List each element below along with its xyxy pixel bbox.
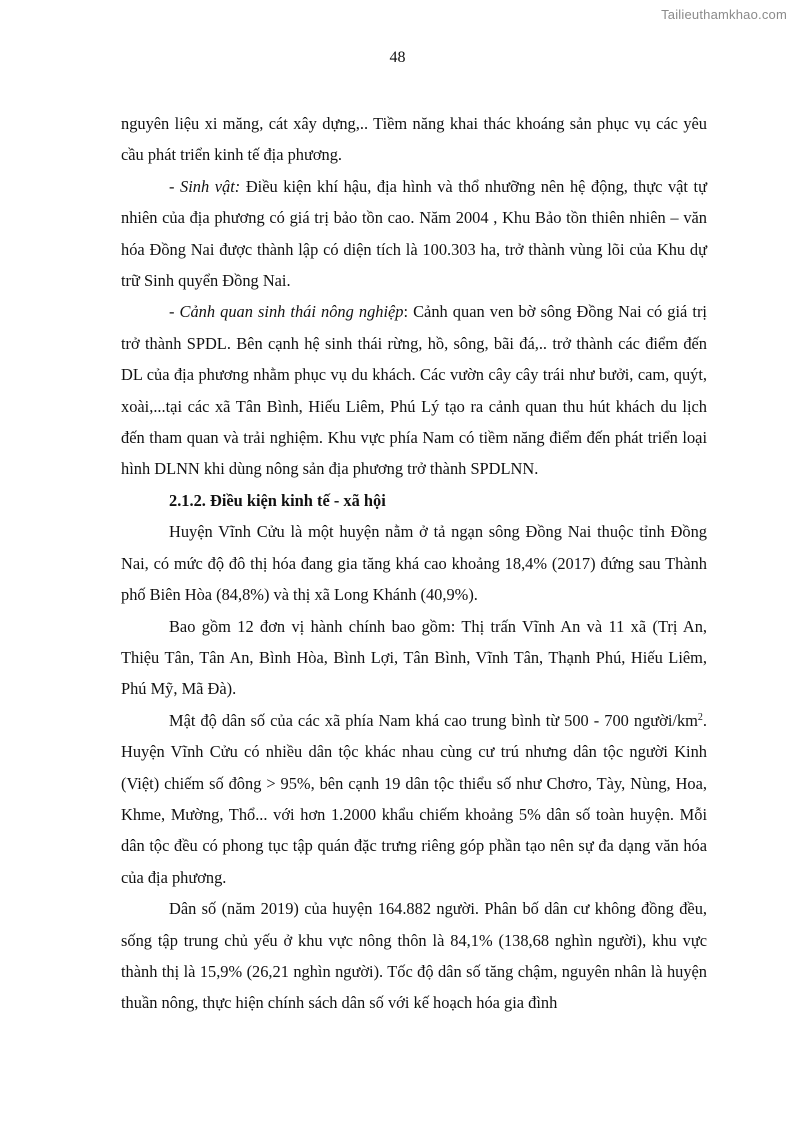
watermark: Tailieuthamkhao.com bbox=[661, 7, 787, 22]
paragraph-text: Điều kiện khí hậu, địa hình và thổ nhưỡng nên hệ động, thực vật tự nhiên của địa phương có giá trị bảo tồn cao. Năm 2004 , Khu Bảo tồn thiên nhiên – văn hóa Đồng Nai được thành lập có diện tích là 100.303 ha, trở thành vùng lõi của Khu dự trữ Sinh quyển Đồng Nai. bbox=[121, 176, 707, 291]
paragraph-population bbox=[121, 893, 707, 1019]
paragraph-text: Bao gồm 12 đơn vị hành chính bao gồm: Thị trấn Vĩnh An và 11 xã (Trị An, Thiệu Tân, Tân An, Bình Hòa, Bình Lợi, Tân Bình, Vĩnh Tân, Thạnh Phú, Hiếu Liêm, Phú Mỹ, Mã Đà). bbox=[121, 616, 707, 699]
document-body bbox=[121, 108, 707, 1019]
paragraph-admin-units bbox=[121, 611, 707, 705]
paragraph-text: . Huyện Vĩnh Cửu có nhiều dân tộc khác nhau cùng cư trú nhưng dân tộc người Kinh (Việt) chiếm số đông > 95%, bên cạnh 19 dân tộc thiểu số như Chơro, Tày, Nùng, Hoa, Khme, Mường, Thổ... với hơn 1.2000 khẩu chiếm khoảng 5% dân số toàn huyện. Mỗi dân tộc đều có phong tục tập quán đặc trưng riêng góp phần tạo nên sự đa dạng văn hóa của địa phương. bbox=[121, 710, 707, 887]
bullet-dash: - bbox=[169, 302, 180, 322]
paragraph-district-intro bbox=[121, 516, 707, 610]
paragraph-text: Dân số (năm 2019) của huyện 164.882 người. Phân bố dân cư không đồng đều, sống tập trung chủ yếu ở khu vực nông thôn là 84,1% (138,68 nghìn người), khu vực thành thị là 15,9% (26,21 nghìn người). Tốc độ dân số tăng chậm, nguyên nhân là huyện thuần nông, thực hiện chính sách dân số với kế hoạch hóa gia đình bbox=[121, 899, 707, 1013]
term-agri-landscape: Cảnh quan sinh thái nông nghiệp bbox=[179, 302, 404, 322]
paragraph-text: : Cảnh quan ven bờ sông Đồng Nai có giá trị trở thành SPDL. Bên cạnh hệ sinh thái rừng, hồ, sông, bãi đá,.. trở thành các điểm đến DL của địa phương nhằm phục vụ du khách. Các vườn cây cây trái như bưởi, cam, quýt, xoài,...tại các xã Tân Bình, Hiếu Liêm, Phú Lý tạo ra cảnh quan thu hút khách du lịch đến tham quan và trải nghiệm. Khu vực phía Nam có tiềm năng điểm đến phát triển loại hình DLNN khi dùng nông sản địa phương trở thành SPDLNN. bbox=[121, 302, 707, 479]
paragraph-biology bbox=[121, 171, 707, 297]
paragraph-resources bbox=[121, 108, 707, 171]
page-number: 48 bbox=[389, 49, 406, 66]
paragraph-text: Mật độ dân số của các xã phía Nam khá cao trung bình từ 500 - 700 người/km bbox=[169, 710, 698, 730]
bullet-dash: - bbox=[169, 176, 181, 196]
paragraph-text: nguyên liệu xi măng, cát xây dựng,.. Tiềm năng khai thác khoáng sản phục vụ các yêu cầu phát triển kinh tế địa phương. bbox=[121, 114, 707, 165]
paragraph-population-density bbox=[121, 705, 707, 893]
superscript: 2 bbox=[697, 711, 703, 723]
section-heading: 2.1.2. Điều kiện kinh tế - xã hội bbox=[169, 490, 386, 510]
paragraph-text: Huyện Vĩnh Cửu là một huyện nằm ở tả ngạn sông Đồng Nai thuộc tỉnh Đồng Nai, có mức độ đô thị hóa đang gia tăng khá cao khoảng 18,4% (2017) đứng sau Thành phố Biên Hòa (84,8%) và thị xã Long Khánh (40,9%). bbox=[121, 522, 707, 605]
term-biology: Sinh vật: bbox=[180, 176, 241, 196]
paragraph-agri-landscape bbox=[121, 296, 707, 484]
